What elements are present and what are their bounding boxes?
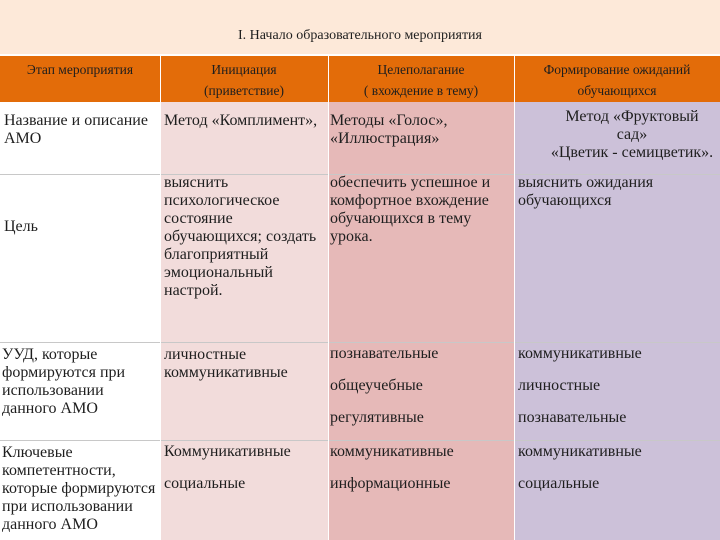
cell-goal-goal: обеспечить успешное и комфортное вхождение обучающихся в тему урока. [330,174,491,245]
header-initiation: Инициация (приветствие) [160,56,328,102]
cell-uud-goal: познавательные общеучебные регулятивные [330,345,439,426]
header-expectations: Формирование ожиданий обучающихся [514,56,720,102]
cell-goal-expectations: выяснить ожидания обучающихся [518,174,654,209]
row-label-uud: УУД, которые формируются при использовании данного АМО [2,346,126,417]
cell-name-expectations: Метод «Фруктовый сад» «Цветик - семицветик». [550,108,714,161]
header-goal-setting: Целеполагание ( вхождение в тему) [328,56,514,102]
cell-comp-initiation: Коммуникативные социальные [164,443,291,492]
row-divider [0,440,720,441]
cell-goal-initiation: выяснить психологическое состояние обучающихся; создать благоприятный эмоциональный настрой. [164,174,317,299]
table-title: I. Начало образовательного мероприятия [0,0,720,56]
cell-comp-expectations: коммуникативные социальные [518,443,642,492]
column-divider [514,56,515,540]
cell-name-initiation: Метод «Комплимент», [164,112,318,129]
row-label-name: Название и описание АМО [4,112,148,147]
column-divider [328,56,329,540]
row-divider [0,342,720,343]
cell-uud-expectations: коммуникативные личностные познавательные [518,345,642,426]
header-stage: Этап мероприятия [0,56,160,102]
row-label-goal: Цель [4,218,38,235]
cell-name-goal: Методы «Голос», «Иллюстрация» [330,112,448,147]
column-divider [160,56,161,540]
row-label-competences: Ключевые компетентности, которые формируются при использовании данного АМО [2,444,156,533]
cell-comp-goal: коммуникативные информационные [330,443,454,492]
cell-uud-initiation: личностные коммуникативные [164,346,288,381]
